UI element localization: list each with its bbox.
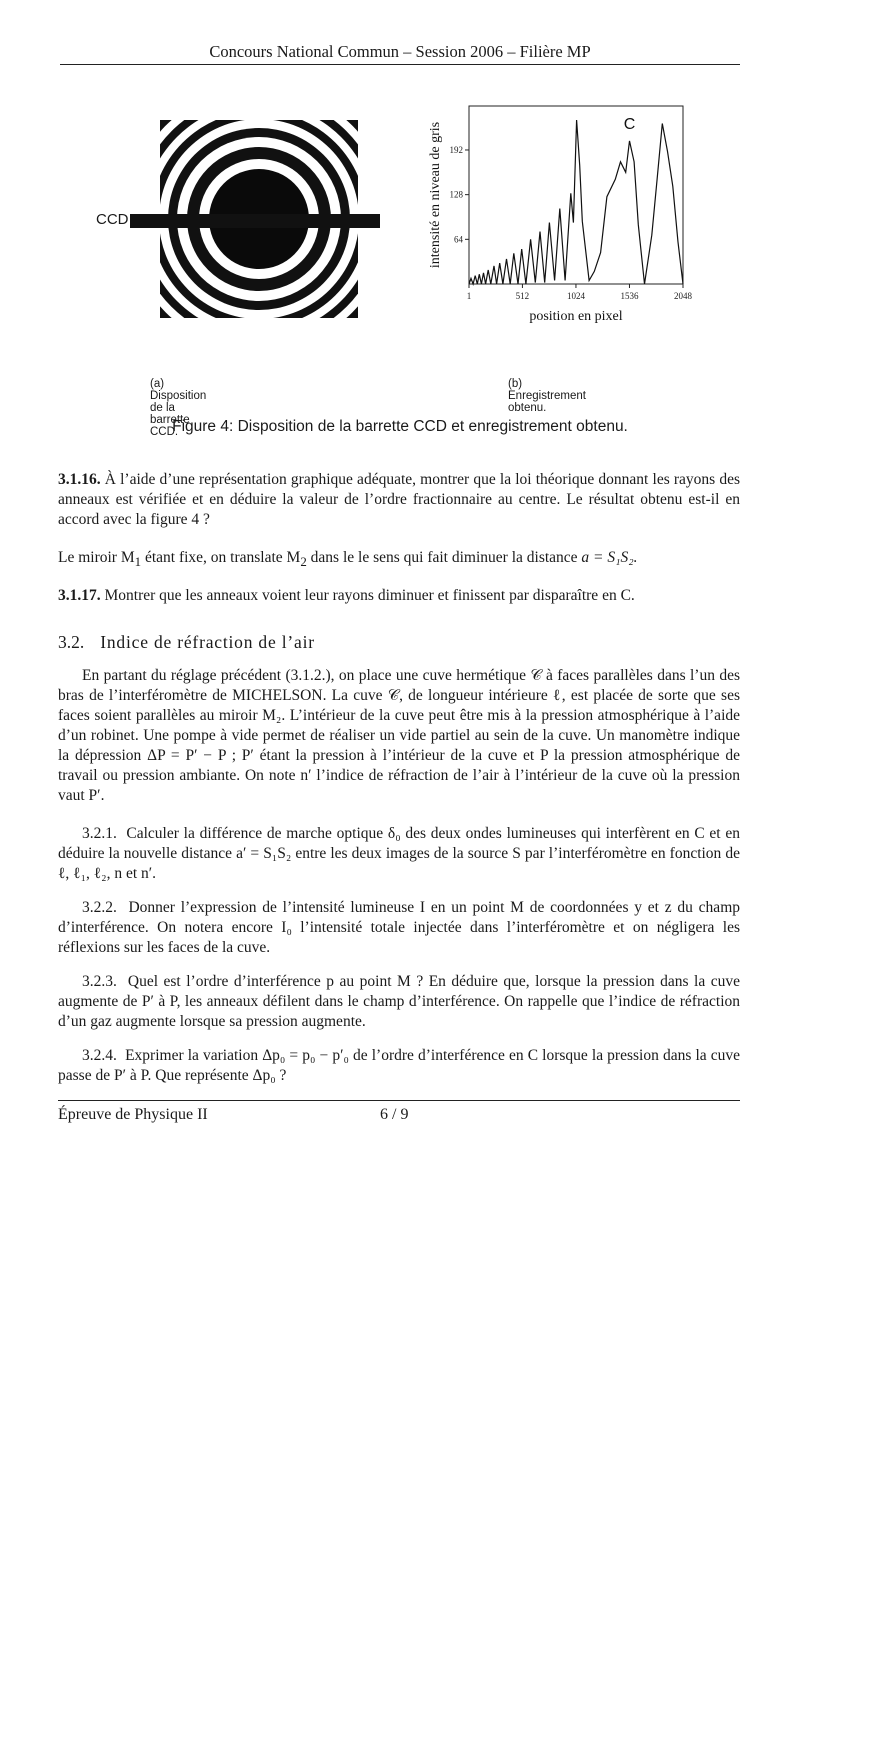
question-3-2-1: [58, 824, 740, 884]
panel-a-caption: (a) Disposition de la barrette CCD.: [150, 378, 207, 438]
question-text: À l’aide d’une représentation graphique adéquate, montrer que la loi théorique donnant les rayons des anneaux est vérifiée et en déduire la valeur de l’ordre fractionnaire au centre. Le résultat obtenu est-il en accord avec la figure 4 ?: [58, 471, 741, 528]
question-3-1-16: [58, 470, 740, 530]
x-tick-label: 2048: [674, 291, 692, 301]
section-number: 3.2.: [58, 632, 85, 652]
footer-rule: [58, 1100, 740, 1101]
section-heading: Indice de réfraction de l’air: [100, 632, 315, 652]
question-number: 3.1.16.: [58, 471, 101, 488]
y-tick-label: 64: [454, 234, 463, 245]
y-axis-label: intensité en niveau de gris: [428, 121, 443, 269]
mirror-sub-1: 1: [134, 554, 142, 570]
intensity-chart: [425, 104, 745, 394]
question-number: 3.2.2.: [82, 899, 117, 916]
header-rule: [60, 64, 740, 65]
question-number: 3.2.3.: [82, 973, 117, 990]
x-tick-label: 1024: [566, 291, 585, 301]
mirror-sub-2: 2: [300, 554, 307, 570]
y-tick-label: 128: [449, 189, 463, 200]
question-3-2-3: [58, 972, 740, 1032]
x-tick-label: 1536: [620, 291, 639, 301]
mirror-text-c: dans le le sens qui fait diminuer la distance: [306, 549, 582, 566]
section-3-2-title: [58, 632, 315, 653]
question-3-2-4: [58, 1046, 740, 1086]
ccd-label: CCD: [96, 211, 129, 228]
ccd-bar: [130, 210, 380, 232]
panel-b-caption: (b) Enregistrement obtenu.: [508, 378, 586, 414]
intensity-series-line: [469, 120, 683, 284]
intensity-chart-svg: [425, 104, 745, 394]
page-header: Concours National Commun – Session 2006 – Filière MP: [209, 42, 591, 61]
mirror-math: a = S₁S₂.: [581, 549, 638, 566]
mirror-text-b: étant fixe, on translate M: [141, 549, 301, 566]
x-tick-label: 512: [515, 291, 530, 301]
y-tick-label: 192: [449, 144, 463, 155]
x-tick-label: 1: [466, 291, 472, 301]
mirror-text-a: Le miroir M: [58, 549, 135, 566]
question-number: 3.2.4.: [82, 1047, 117, 1064]
question-3-2-2: [58, 898, 740, 958]
question-text: Calculer la différence de marche optique δ₀ des deux ondes lumineuses qui interfèrent en C et en déduire la nouvelle distance a′ = S₁S₂ entre les deux images de la source S par l’interféromètre en fonction de ℓ, ℓ₁, ℓ₂, n et n′.: [58, 825, 740, 882]
annotation-c: C: [623, 116, 636, 134]
figure-caption: Figure 4: Disposition de la barrette CCD et enregistrement obtenu.: [172, 418, 628, 435]
question-number: 3.1.17.: [58, 587, 101, 604]
footer-page-number: 6 / 9: [380, 1106, 409, 1123]
question-text: Donner l’expression de l’intensité lumineuse I en un point M de coordonnées y et z du champ d’interférence. On notera encore I₀ l’intensité totale injectée dans l’interféromètre et on négligera les réflexions sur les faces de la cuve.: [58, 899, 740, 956]
question-number: 3.2.1.: [82, 825, 117, 842]
question-text: Montrer que les anneaux voient leur rayons diminuer et finissent par disparaître en C.: [104, 587, 635, 604]
question-text: Exprimer la variation Δp₀ = p₀ − p′₀ de l’ordre d’interférence en C lorsque la pression dans la cuve passe de P′ à P. Que représente Δp₀ ?: [58, 1047, 741, 1084]
x-axis-label: position en pixel: [529, 309, 623, 324]
section-3-2-intro: En partant du réglage précédent (3.1.2.), on place une cuve hermétique 𝒞 à faces parallèles dans l’un des bras de l’interféromètre de MICHELSON. La cuve 𝒞, de longueur intérieure ℓ, est placée de sorte que ses faces soient parallèles au miroir M₂. L’intérieur de la cuve peut être mis à la pression atmosphérique à l’aide d’un robinet. Une pompe à vide permet de réaliser un vide partiel au sein de la cuve. Un manomètre indique la dépression ΔP = P′ − P ; P′ étant la pression à l’intérieur de la cuve et P la pression atmosphérique de travail ou pression ambiante. On note n′ l’indice de réfraction de l’air à l’intérieur de la cuve où la pression vaut P′.: [58, 667, 740, 804]
mirror-statement: [58, 548, 740, 572]
question-3-1-17: [58, 586, 740, 606]
footer-title: Épreuve de Physique II: [58, 1106, 208, 1123]
question-text: Quel est l’ordre d’interférence p au point M ? En déduire que, lorsque la pression dans la cuve augmente de P′ à P, les anneaux défilent dans le champ d’interférence. On rappelle que l’indice de réfraction d’un gaz augmente lorsque sa pression augmente.: [58, 973, 740, 1030]
